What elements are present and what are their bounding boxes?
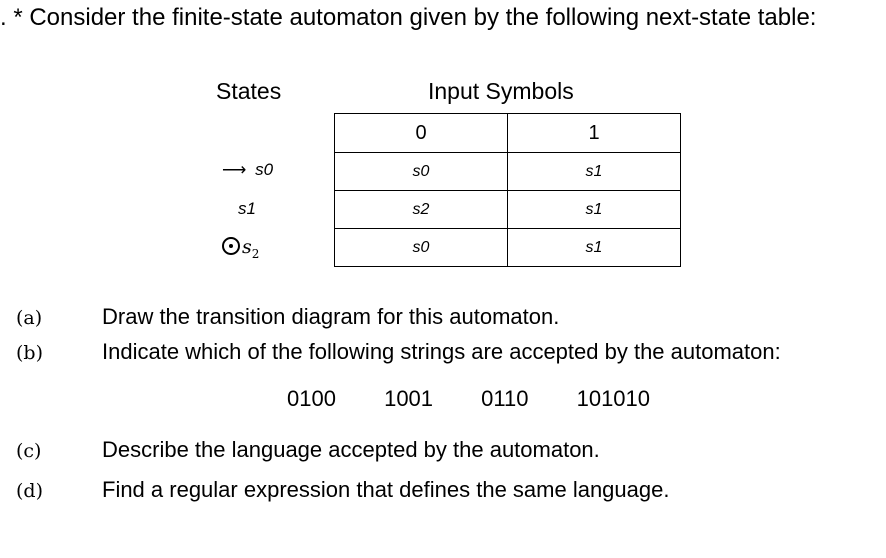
part-letter: (a) — [16, 307, 43, 329]
part-letter: (d) — [16, 480, 43, 502]
state-label-s0 — [222, 160, 273, 180]
part-a — [0, 304, 886, 334]
table-row — [335, 229, 681, 267]
accepting-state-icon — [222, 237, 240, 255]
part-d — [0, 477, 886, 507]
test-string: 0110 — [481, 386, 529, 411]
table-row — [335, 153, 681, 191]
state-name: s1 — [238, 199, 256, 218]
input-symbols-label: Input Symbols — [428, 78, 574, 104]
next-state-cell: s1 — [508, 229, 681, 267]
part-letter: (c) — [16, 440, 42, 462]
test-string: 101010 — [576, 386, 651, 411]
state-label-s1 — [238, 199, 256, 219]
states-label: States — [216, 78, 282, 104]
part-letter: (b) — [16, 342, 43, 364]
table-row — [335, 191, 681, 229]
part-text: Indicate which of the following strings are accepted by the automaton: — [102, 339, 781, 364]
state-label-s2 — [222, 236, 259, 261]
table-header-row — [335, 114, 681, 153]
next-state-cell: s1 — [508, 191, 681, 229]
state-name: s0 — [255, 160, 274, 179]
next-state-table — [334, 113, 681, 267]
test-strings — [287, 386, 650, 412]
part-text: Find a regular expression that defines the same language. — [102, 477, 670, 502]
question-text: . * Consider the finite-state automaton given by the following next-state table: — [0, 4, 817, 31]
test-string: 1001 — [384, 386, 434, 411]
part-text: Draw the transition diagram for this automaton. — [102, 304, 560, 329]
input-symbol-cell: 0 — [335, 114, 508, 153]
next-state-cell: s2 — [335, 191, 508, 229]
part-c — [0, 437, 886, 467]
next-state-cell: s0 — [335, 153, 508, 191]
state-name: $s_2$ — [242, 236, 260, 261]
part-b — [0, 339, 886, 369]
input-symbol-cell: 1 — [508, 114, 681, 153]
test-string: 0100 — [287, 386, 336, 411]
next-state-cell: s0 — [335, 229, 508, 267]
next-state-cell: s1 — [508, 153, 681, 191]
start-arrow-icon: ⟶ — [222, 160, 247, 179]
part-text: Describe the language accepted by the automaton. — [102, 437, 600, 462]
